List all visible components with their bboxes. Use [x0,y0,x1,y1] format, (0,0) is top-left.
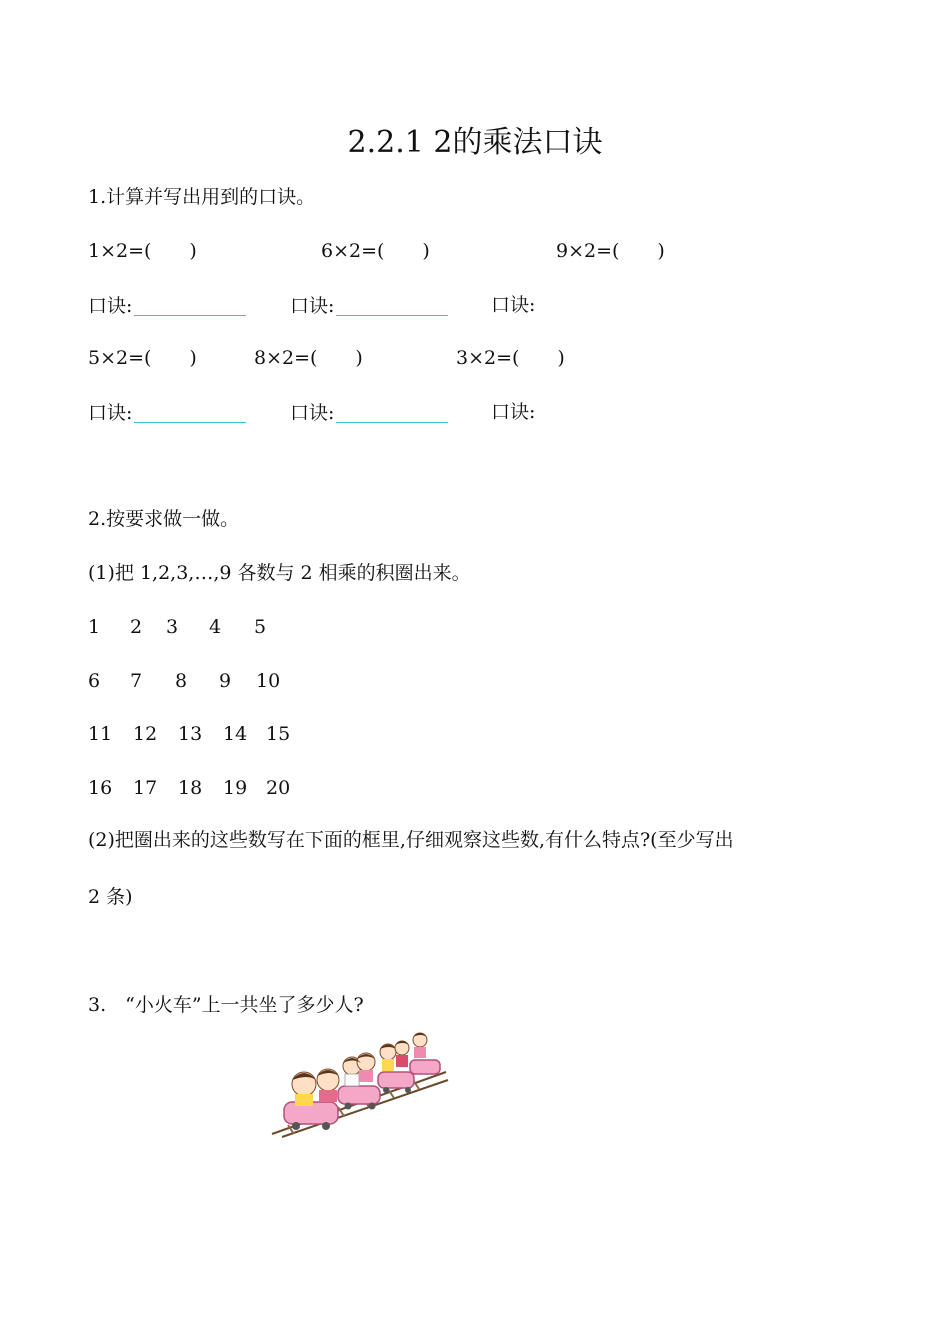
grid-number[interactable]: 10 [256,670,281,692]
question-2-part-2-line-2: 2 条) [88,886,133,908]
grid-number[interactable]: 19 [223,777,248,799]
grid-number[interactable]: 9 [219,670,232,692]
rhyme-label: 口诀: [88,295,133,317]
equation-1x2: 1×2=( ) [88,240,197,262]
grid-number[interactable]: 20 [266,777,291,799]
rhyme-label: 口诀: [491,294,536,316]
equation-9x2: 9×2=( ) [556,240,665,262]
rhyme-line [491,403,535,422]
question-2-part-2-line-1: (2)把圈出来的这些数写在下面的框里,仔细观察这些数,有什么特点?(至少写出 [88,829,734,851]
equation-8x2: 8×2=( ) [254,347,363,369]
grid-number[interactable]: 17 [133,777,158,799]
rhyme-line [88,296,246,316]
rhyme-answer-blank[interactable] [134,296,246,316]
grid-number[interactable]: 12 [133,723,158,745]
grid-number[interactable]: 8 [175,670,188,692]
equation-6x2: 6×2=( ) [321,240,430,262]
rhyme-label: 口诀: [290,295,335,317]
question-2-heading: 2.按要求做一做。 [88,508,240,530]
grid-number[interactable]: 13 [178,723,203,745]
question-3-heading: 3. “小火车”上一共坐了多少人? [88,994,364,1016]
grid-number[interactable]: 7 [130,670,143,692]
rhyme-label: 口诀: [88,402,133,424]
rhyme-label: 口诀: [290,402,335,424]
rhyme-label: 口诀: [491,401,536,423]
grid-number[interactable]: 11 [88,723,113,745]
equation-5x2: 5×2=( ) [88,347,197,369]
grid-number[interactable]: 6 [88,670,101,692]
rhyme-answer-blank[interactable] [336,296,448,316]
grid-number[interactable]: 18 [178,777,203,799]
equation-3x2: 3×2=( ) [456,347,565,369]
grid-number[interactable]: 2 [130,616,143,638]
rhyme-line [88,403,246,423]
rhyme-answer-blank[interactable] [134,403,246,423]
grid-number[interactable]: 16 [88,777,113,799]
grid-number[interactable]: 14 [223,723,248,745]
rhyme-line [491,296,535,315]
grid-number[interactable]: 4 [209,616,222,638]
page-title: 2.2.1 2的乘法口诀 [347,125,603,160]
question-2-part-1: (1)把 1,2,3,…,9 各数与 2 相乘的积圈出来。 [88,562,471,584]
rhyme-line [290,403,448,423]
rhyme-line [290,296,448,316]
toy-train-illustration [268,1026,450,1138]
grid-number[interactable]: 3 [166,616,179,638]
grid-number[interactable]: 15 [266,723,291,745]
grid-number[interactable]: 1 [88,616,101,638]
rhyme-answer-blank[interactable] [336,403,448,423]
question-1-heading: 1.计算并写出用到的口诀。 [88,186,316,208]
grid-number[interactable]: 5 [254,616,267,638]
